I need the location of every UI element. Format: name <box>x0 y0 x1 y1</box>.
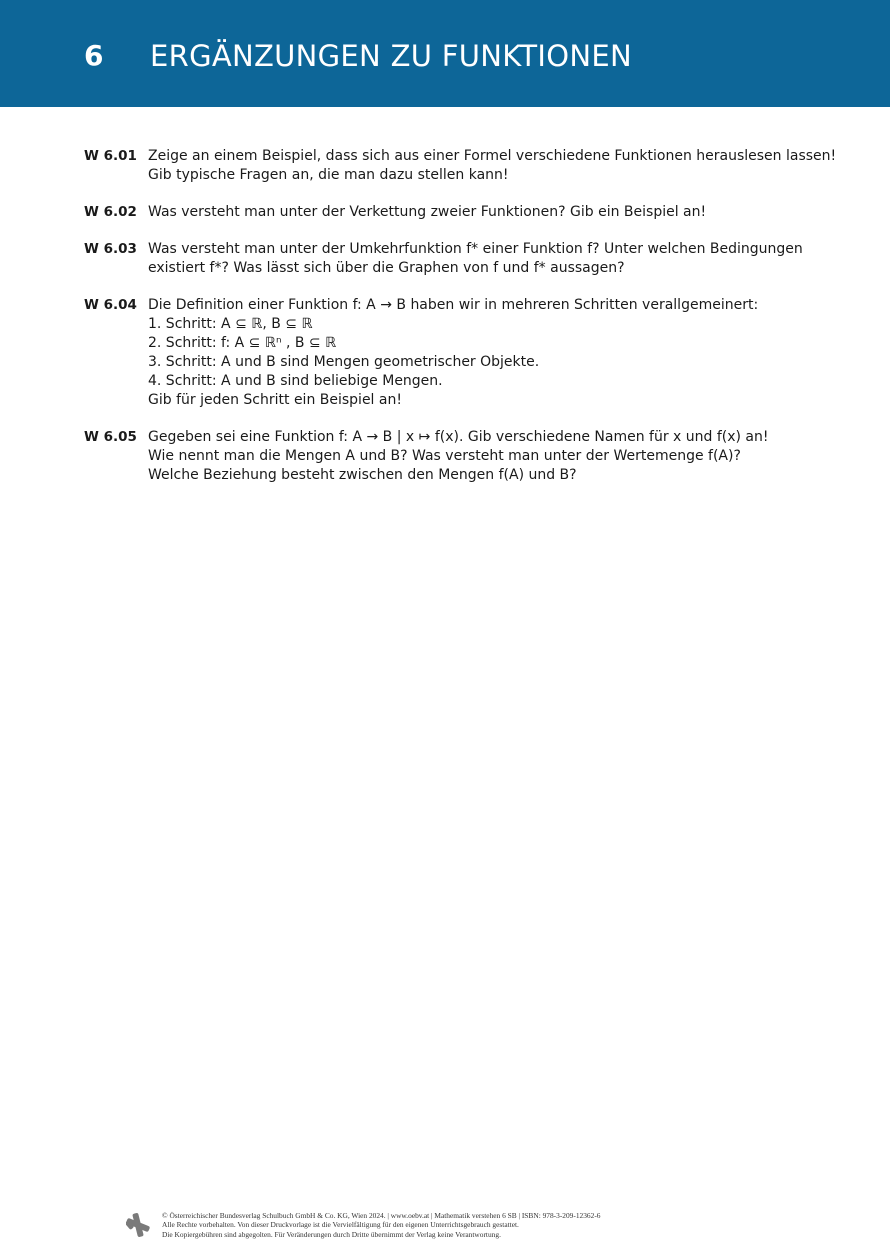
task-text-line: Gegeben sei eine Funktion f: A → B | x ↦ f(x). Gib verschiedene Namen für x und f(x) an! <box>148 429 769 445</box>
copyright-notice <box>162 1211 600 1239</box>
task-w-6-05 <box>84 428 804 485</box>
chapter-title: ERGÄNZUNGEN ZU FUNKTIONEN <box>150 39 632 73</box>
page-footer <box>126 1211 766 1241</box>
task-text-line: Wie nennt man die Mengen A und B? Was versteht man unter der Wertemenge f(A)? <box>148 448 741 464</box>
task-id: W 6.01 <box>84 148 137 164</box>
task-w-6-01 <box>84 147 837 185</box>
chapter-number: 6 <box>84 39 104 72</box>
chapter-header <box>0 0 890 107</box>
task-id: W 6.02 <box>84 204 137 220</box>
task-text-line: Gib typische Fragen an, die man dazu stellen kann! <box>148 167 509 183</box>
task-w-6-03 <box>84 240 804 278</box>
task-text-line: Welche Beziehung besteht zwischen den Mengen f(A) und B? <box>148 467 577 483</box>
task-text-line: Was versteht man unter der Umkehrfunktion f* einer Funktion f? Unter welchen Bedingungen <box>148 241 803 257</box>
task-text-line: Gib für jeden Schritt ein Beispiel an! <box>148 392 402 408</box>
publisher-logo-icon <box>126 1212 150 1238</box>
task-text-line: 3. Schritt: A und B sind Mengen geometrischer Objekte. <box>148 354 540 370</box>
task-text-line: Die Definition einer Funktion f: A → B haben wir in mehreren Schritten verallgemeinert: <box>148 297 759 313</box>
footer-line: Alle Rechte vorbehalten. Von dieser Druckvorlage ist die Vervielfältigung für den eigenen Unterrichtsgebrauch gestattet. <box>162 1220 519 1230</box>
task-id: W 6.05 <box>84 429 137 445</box>
task-text-line: Zeige an einem Beispiel, dass sich aus einer Formel verschiedene Funktionen herauslesen lassen! <box>148 148 837 164</box>
task-w-6-02 <box>84 203 804 222</box>
footer-line: © Österreichischer Bundesverlag Schulbuch GmbH & Co. KG, Wien 2024. | www.oebv.at | Mathematik verstehen 6 SB | ISBN: 978-3-209-12362-6 <box>162 1211 601 1220</box>
task-id: W 6.04 <box>84 297 137 313</box>
task-text-line: 4. Schritt: A und B sind beliebige Mengen. <box>148 373 443 389</box>
task-id: W 6.03 <box>84 241 137 257</box>
task-w-6-04 <box>84 296 804 410</box>
task-text-line: Was versteht man unter der Verkettung zweier Funktionen? Gib ein Beispiel an! <box>148 204 707 220</box>
task-text-line: 2. Schritt: f: A ⊆ ℝⁿ , B ⊆ ℝ <box>148 335 337 351</box>
footer-line: Die Kopiergebühren sind abgegolten. Für Veränderungen durch Dritte übernimmt der Verlag keine Verantwortung. <box>162 1229 501 1239</box>
task-text-line: 1. Schritt: A ⊆ ℝ, B ⊆ ℝ <box>148 316 313 332</box>
task-list <box>84 147 837 503</box>
task-text-line: existiert f*? Was lässt sich über die Graphen von f und f* aussagen? <box>148 260 625 276</box>
